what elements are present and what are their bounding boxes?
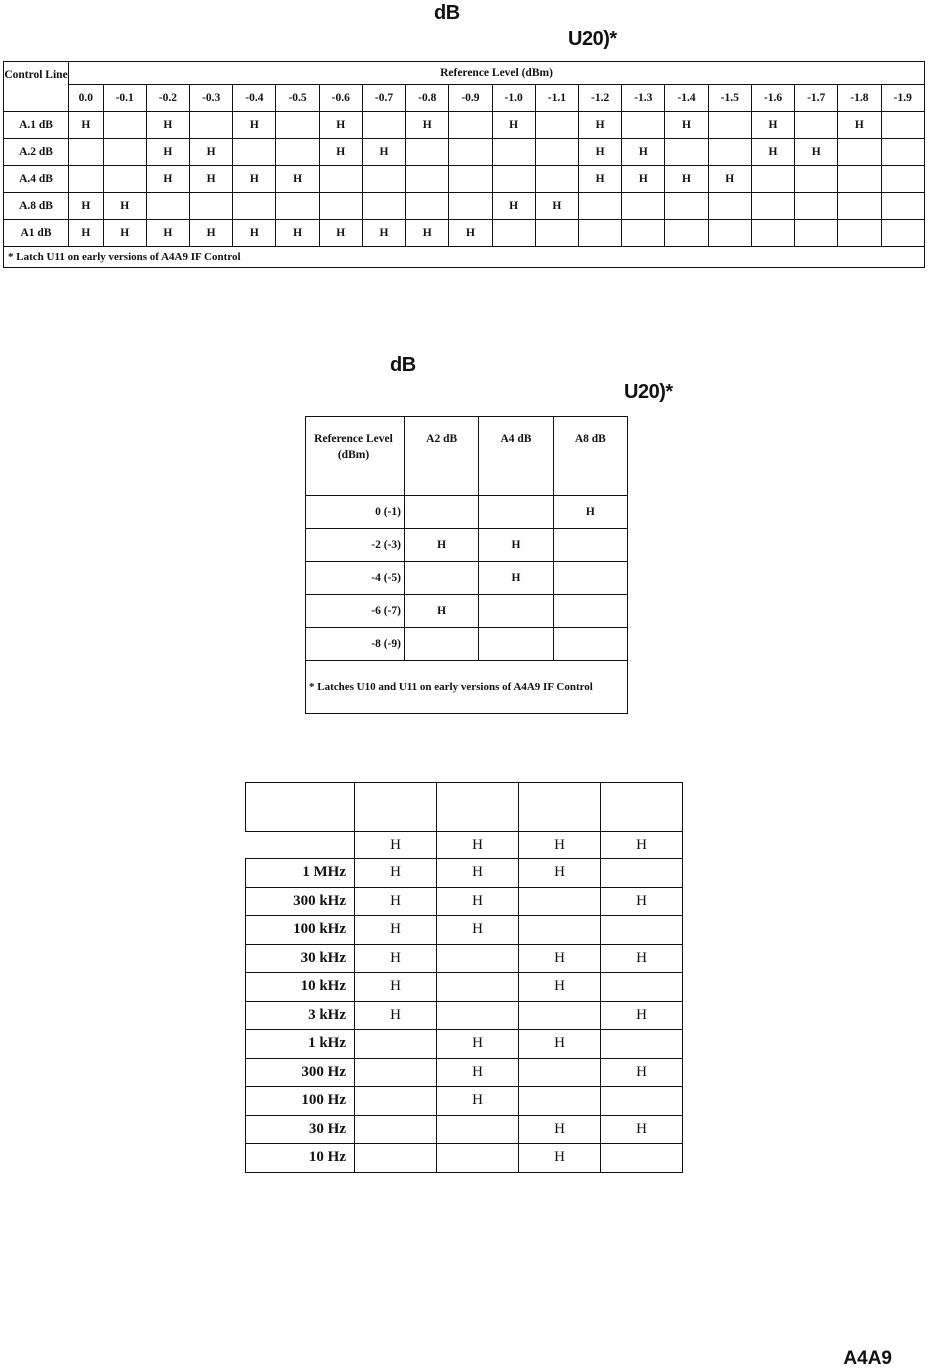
table1-col-header: -1.4 [665,85,708,112]
table3-cell [437,973,519,1002]
table1-cell: H [492,112,535,139]
table3-cell [601,859,683,888]
table1-cell [751,220,794,247]
table1-row-label: A.8 dB [4,193,69,220]
table1-cell: H [69,193,104,220]
table3-row [246,916,683,945]
table1-cell: H [838,112,881,139]
table1-cell: H [751,112,794,139]
table2-cell [405,562,479,595]
table3-cell: H [519,1115,601,1144]
table2-cell [553,529,627,562]
table1-cell [665,220,708,247]
table3-cell: H [519,1144,601,1173]
table1-title-u20: U20)* [568,28,617,50]
table3-row-label: 10 kHz [246,973,355,1002]
table1-cell [449,166,492,193]
table1-cell: H [276,220,319,247]
table1-col-header: -1.6 [751,85,794,112]
table2-col-a2: A2 dB [405,417,479,496]
table1-cell [838,166,881,193]
table3-row [246,1001,683,1030]
table3-cell [601,1087,683,1116]
table2-footnote: * Latches U10 and U11 on early versions of A4A9 IF Control [306,661,628,714]
table1-cell [449,112,492,139]
table2-cell [553,562,627,595]
table1-col-header: 0.0 [69,85,104,112]
table3-body [246,859,683,1173]
table1-col-header: -1.8 [838,85,881,112]
table1-col-header: -0.2 [146,85,189,112]
table1-cell: H [578,139,621,166]
table2-row [306,562,628,595]
table1-col-header: -1.9 [881,85,924,112]
table3-cell: H [437,916,519,945]
table1-footnote: * Latch U11 on early versions of A4A9 IF Control [4,247,925,268]
table1-cell [535,166,578,193]
table1-row [4,220,925,247]
table1-cell [622,193,665,220]
table1-cell: H [319,139,362,166]
table1-cell [492,220,535,247]
table1-cell: H [751,139,794,166]
table1-cell [362,193,405,220]
table1-col-header: -1.5 [708,85,751,112]
table3-cell [519,1087,601,1116]
table2-reference-level-latch [305,416,628,714]
table3-row [246,973,683,1002]
table1-cell: H [578,112,621,139]
table3-cell: H [519,944,601,973]
table1-cell [708,220,751,247]
table1-col-header: -0.5 [276,85,319,112]
table1-row-label: A.1 dB [4,112,69,139]
table1-cell [319,193,362,220]
table1-cell [103,112,146,139]
table3-row-label: 300 Hz [246,1058,355,1087]
table1-cell [535,139,578,166]
table3-cell [355,1030,437,1059]
table1-cell: H [362,139,405,166]
table3-row-label: 30 Hz [246,1115,355,1144]
table1-cell [535,220,578,247]
table1-cell: H [362,220,405,247]
control-line-header: Control Line [4,62,69,112]
table1-cell [406,139,449,166]
table1-cell [492,139,535,166]
table1-cell [838,193,881,220]
table3-cell: H [601,1058,683,1087]
table3-top-cell: H [437,832,519,859]
table3-cell [601,973,683,1002]
table3-cell: H [601,944,683,973]
table1-cell [362,166,405,193]
table1-cell [103,139,146,166]
table1-col-header: -0.9 [449,85,492,112]
table1-body [4,112,925,247]
table1-cell: H [319,112,362,139]
table1-cell [708,112,751,139]
table1-cell [795,166,838,193]
table3-row-label: 100 kHz [246,916,355,945]
table1-cell: H [665,112,708,139]
table1-col-header: -0.1 [103,85,146,112]
table2-title-db: dB [390,354,416,376]
table1-cell [881,166,924,193]
table3-cell: H [519,859,601,888]
table3-top-cell: H [601,832,683,859]
table1-title-db: dB [434,2,460,24]
table3-cell [601,916,683,945]
table3-cell [355,1087,437,1116]
table3-cell [437,1115,519,1144]
table2-ref-level-header: Reference Level (dBm) [306,417,405,496]
table3-top-row-blank [246,832,355,859]
table1-row [4,139,925,166]
table1-cell: H [146,166,189,193]
table1-row-label: A.2 dB [4,139,69,166]
table3-row-label: 1 MHz [246,859,355,888]
table2-cell [479,496,553,529]
table3-cell [519,1058,601,1087]
table1-cell [578,220,621,247]
table1-col-header: -0.4 [233,85,276,112]
table2-cell: H [553,496,627,529]
table1-cell: H [449,220,492,247]
table2-cell [553,628,627,661]
table3-cell [601,1030,683,1059]
table1-col-header: -0.6 [319,85,362,112]
table3-cell: H [601,1115,683,1144]
table2-row [306,496,628,529]
table1-cell [751,193,794,220]
table1-cell: H [69,112,104,139]
table1-cell: H [233,166,276,193]
table1-cell [622,112,665,139]
table1-cell [838,139,881,166]
table3-cell [519,1001,601,1030]
table3-cell: H [355,944,437,973]
page-identifier: A4A9 [843,1348,892,1369]
table1-cell: H [492,193,535,220]
table3-header-cell [355,783,437,832]
table3-row [246,1058,683,1087]
table2-col-a4: A4 dB [479,417,553,496]
table3-cell [437,1144,519,1173]
table3-cell: H [355,887,437,916]
table1-cell: H [190,139,233,166]
table1-cell [881,139,924,166]
table2-cell [405,628,479,661]
table1-cell: H [233,112,276,139]
table3-row [246,1115,683,1144]
table1-cell [276,139,319,166]
table2-cell: H [479,529,553,562]
table2-row [306,529,628,562]
table1-cell [881,220,924,247]
table3-cell: H [519,973,601,1002]
table1-cell [190,193,233,220]
table1-cell [881,112,924,139]
table1-cell: H [276,166,319,193]
table1-cell: H [190,166,233,193]
table3-row-label: 3 kHz [246,1001,355,1030]
table1-column-headers [4,85,925,112]
table2-row [306,595,628,628]
table1-cell: H [795,139,838,166]
table3-cell: H [355,859,437,888]
table1-cell: H [233,220,276,247]
table1-cell [751,166,794,193]
table1-row [4,193,925,220]
table3-cell [437,944,519,973]
table3-cell [355,1115,437,1144]
table3-cell: H [355,916,437,945]
table1-col-header: -0.8 [406,85,449,112]
table3-cell: H [437,859,519,888]
table3-row [246,859,683,888]
table1-cell: H [146,139,189,166]
table1-cell: H [319,220,362,247]
table2-row [306,628,628,661]
table3-row-label: 1 kHz [246,1030,355,1059]
table3-cell: H [437,887,519,916]
table1-row [4,166,925,193]
table1-row-label: A1 dB [4,220,69,247]
table3-row-label: 100 Hz [246,1087,355,1116]
table1-row-label: A.4 dB [4,166,69,193]
table2-cell [405,496,479,529]
reference-level-header: Reference Level (dBm) [69,62,925,85]
table1-row [4,112,925,139]
table3-row [246,1087,683,1116]
table2-row-label: -2 (-3) [306,529,405,562]
table1-cell [319,166,362,193]
table3-row [246,887,683,916]
table1-cell: H [406,112,449,139]
table1-col-header: -1.0 [492,85,535,112]
table1-cell: H [578,166,621,193]
table1-cell [69,166,104,193]
table3-cell: H [355,1001,437,1030]
table1-cell [708,193,751,220]
table1-cell: H [146,220,189,247]
table1-cell: H [103,193,146,220]
table3-header-row [246,783,683,832]
table3-bandwidth-latch [245,782,683,1173]
table3-cell: H [437,1030,519,1059]
table3-cell: H [437,1087,519,1116]
table2-cell: H [479,562,553,595]
table1-cell [449,139,492,166]
table1-cell [146,193,189,220]
table3-header-cell [519,783,601,832]
table3-row-label: 300 kHz [246,887,355,916]
table3-cell [355,1058,437,1087]
table1-cell: H [708,166,751,193]
table3-header-cell [437,783,519,832]
table1-cell [362,112,405,139]
table1-cell [492,166,535,193]
table1-col-header: -0.3 [190,85,233,112]
table1-col-header: -1.2 [578,85,621,112]
table2-cell [553,595,627,628]
table1-cell: H [103,220,146,247]
table1-cell [708,139,751,166]
table1-cell: H [622,139,665,166]
table1-cell [449,193,492,220]
table3-top-cell: H [519,832,601,859]
table2-cell: H [405,529,479,562]
table1-cell [233,193,276,220]
table3-cell: H [601,887,683,916]
table1-cell: H [69,220,104,247]
table2-cell: H [405,595,479,628]
table1-cell [535,112,578,139]
table2-body [306,496,628,661]
table1-cell [69,139,104,166]
table3-cell: H [519,1030,601,1059]
table1-cell [578,193,621,220]
table2-row-label: 0 (-1) [306,496,405,529]
table2-cell [479,595,553,628]
table3-cell: H [601,1001,683,1030]
table3-row-label: 30 kHz [246,944,355,973]
table1-cell [838,220,881,247]
table1-cell: H [622,166,665,193]
table3-header-cell [246,783,355,832]
table1-cell: H [665,166,708,193]
table1-cell [190,112,233,139]
table1-cell [276,193,319,220]
table3-row-label: 10 Hz [246,1144,355,1173]
table1-col-header: -0.7 [362,85,405,112]
table2-row-label: -8 (-9) [306,628,405,661]
table3-header-cell [601,783,683,832]
table1-cell [622,220,665,247]
table1-cell [276,112,319,139]
table1-cell [795,193,838,220]
table1-col-header: -1.7 [795,85,838,112]
table3-top-cell: H [355,832,437,859]
table3-row [246,944,683,973]
table1-col-header: -1.3 [622,85,665,112]
table2-row-label: -4 (-5) [306,562,405,595]
table3-row [246,1030,683,1059]
table3-cell [519,887,601,916]
table1-cell [406,193,449,220]
table1-cell [233,139,276,166]
table1-cell: H [146,112,189,139]
table1-cell [665,193,708,220]
table1-reference-level-latch [3,61,925,268]
table3-cell [355,1144,437,1173]
table3-cell [437,1001,519,1030]
table1-cell: H [406,220,449,247]
table1-cell: H [190,220,233,247]
table3-cell: H [355,973,437,1002]
table2-cell [479,628,553,661]
table1-cell [795,112,838,139]
table1-cell: H [535,193,578,220]
table1-cell [406,166,449,193]
table3-cell [519,916,601,945]
table3-cell: H [437,1058,519,1087]
table1-cell [881,193,924,220]
table2-title-u20: U20)* [624,381,673,403]
table3-row [246,1144,683,1173]
table1-cell [103,166,146,193]
table2-row-label: -6 (-7) [306,595,405,628]
table1-col-header: -1.1 [535,85,578,112]
table1-cell [665,139,708,166]
table3-cell [601,1144,683,1173]
table2-col-a8: A8 dB [553,417,627,496]
table3-top-row [246,832,683,859]
table1-cell [795,220,838,247]
